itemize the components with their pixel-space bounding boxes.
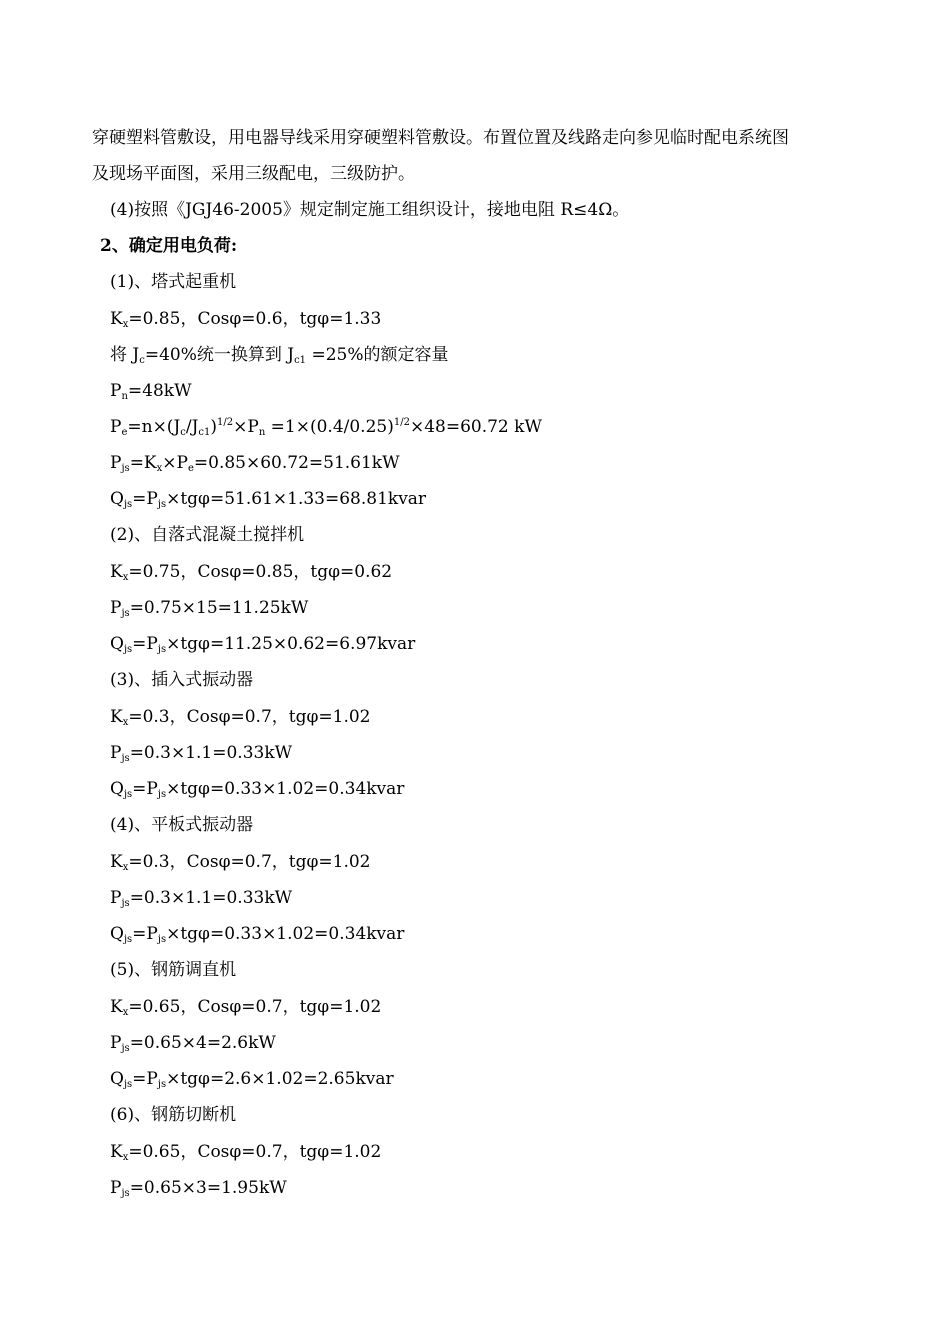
coefficients-line: $K_x=0.75$，Cosφ=0.85，tgφ=0.62 — [110, 562, 393, 583]
reactive-power-formula: $Q_{js}=P_{js}\times tg\varphi=51.61\times 1.33=68.81kvar$ — [110, 489, 427, 510]
coefficients-line: $K_x=0.85$，Cosφ=0.6，tgφ=1.33 — [110, 309, 382, 330]
active-power-formula: $P_{js}=0.65\times 4=2.6kW$ — [110, 1033, 276, 1054]
active-power-formula: $P_{js}=0.75\times 15=11.25kW$ — [110, 598, 309, 619]
paragraph-line: 及现场平面图，采用三级配电，三级防护。 — [92, 164, 415, 184]
conversion-line: 将 $J_c=40\%$统一换算到 $J_{c1} =25\%$的额定容量 — [110, 345, 449, 366]
paragraph-line: 穿硬塑料管敷设，用电器导线采用穿硬塑料管敷设。布置位置及线路走向参见临时配电系统图 — [92, 128, 789, 148]
active-power-formula: $P_{js}=0.65\times 3=1.95kW$ — [110, 1178, 287, 1199]
equipment-title: (2)、自落式混凝土搅拌机 — [110, 525, 305, 545]
equipment-title: (1)、塔式起重机 — [110, 272, 237, 292]
coefficients-line: $K_x=0.3$，Cosφ=0.7，tgφ=1.02 — [110, 852, 371, 873]
active-power-formula: $P_{js}=0.3\times 1.1=0.33kW$ — [110, 743, 293, 764]
reactive-power-formula: $Q_{js}=P_{js}\times tg\varphi=0.33\times 1.02=0.34kvar$ — [110, 779, 405, 800]
equivalent-power-formula: $P_e=n\times(J_c/J_{c1})^{1/2}\times P_n =1\times(0.4/0.25)^{1/2}\times 48=60.72$ kW — [110, 417, 542, 438]
coefficients-line: $K_x=0.65$，Cosφ=0.7，tgφ=1.02 — [110, 1142, 382, 1163]
section-heading: 2、确定用电负荷: — [100, 236, 238, 256]
coefficients-line: $K_x=0.3$，Cosφ=0.7，tgφ=1.02 — [110, 707, 371, 728]
active-power-formula: $P_{js}=0.3\times 1.1=0.33kW$ — [110, 888, 293, 909]
equipment-title: (5)、钢筋调直机 — [110, 960, 237, 980]
rated-power-line: $P_n=48kW$ — [110, 381, 192, 402]
active-power-formula: $P_{js}=K_x\times P_e=0.85\times 60.72=51.61kW$ — [110, 453, 400, 474]
reactive-power-formula: $Q_{js}=P_{js}\times tg\varphi=0.33\times 1.02=0.34kvar$ — [110, 924, 405, 945]
reactive-power-formula: $Q_{js}=P_{js}\times tg\varphi=11.25\times 0.62=6.97kvar$ — [110, 634, 416, 655]
grounding-item: (4)按照《JGJ46-2005》规定制定施工组织设计，接地电阻 R≤4Ω。 — [110, 200, 630, 220]
equipment-title: (3)、插入式振动器 — [110, 670, 254, 690]
equipment-title: (4)、平板式振动器 — [110, 815, 254, 835]
equipment-title: (6)、钢筋切断机 — [110, 1105, 237, 1125]
coefficients-line: $K_x=0.65$，Cosφ=0.7，tgφ=1.02 — [110, 997, 382, 1018]
reactive-power-formula: $Q_{js}=P_{js}\times tg\varphi=2.6\times 1.02=2.65kvar$ — [110, 1069, 394, 1090]
